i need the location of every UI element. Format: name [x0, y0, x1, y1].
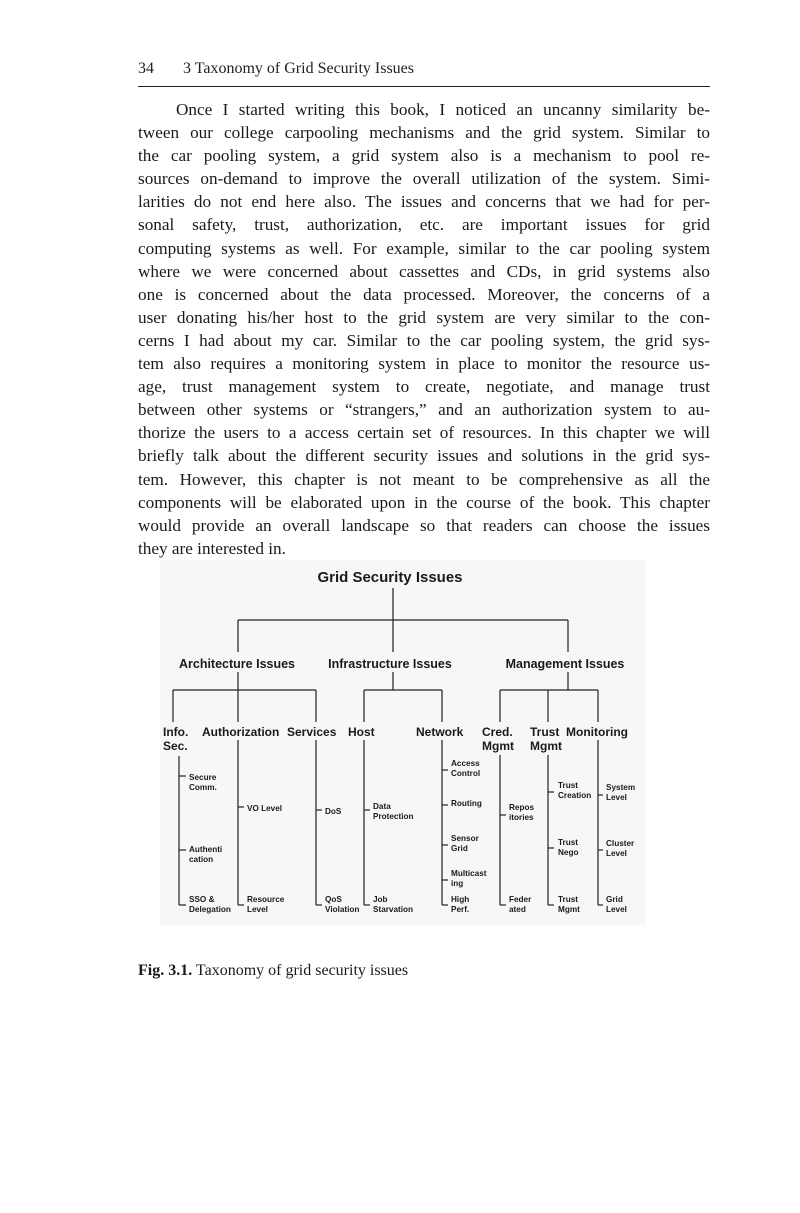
leaf-authentication: Authenti — [189, 845, 223, 854]
caption-label: Fig. 3.1. — [138, 962, 193, 979]
taxonomy-figure — [160, 560, 645, 925]
leaf-qos-violation: QoS — [325, 895, 342, 904]
paragraph-line: tween our college carpooling mechanisms and the grid system. Similar to — [138, 123, 710, 143]
running-header — [138, 58, 710, 87]
leaf-trust-nego-line2: Nego — [558, 848, 579, 857]
leaf-cluster-level-line2: Level — [606, 849, 627, 858]
node-trust-mgmt: Trust — [530, 725, 560, 739]
paragraph-line: computing systems as well. For example, similar to the car pooling system — [138, 238, 710, 258]
leaf-dos: DoS — [325, 807, 342, 816]
paragraph-line: Once I started writing this book, I noticed an uncanny similarity be- — [176, 100, 710, 119]
leaf-trust-mgmt-line2: Mgmt — [558, 905, 580, 914]
paragraph-line: they are interested in. — [138, 538, 286, 558]
paragraph-line: the car pooling system, a grid system also is a mechanism to pool re- — [138, 146, 710, 166]
leaf-sensor-grid: Sensor — [451, 834, 479, 843]
leaf-trust-creation-line2: Creation — [558, 791, 592, 800]
node-info-sec-line2: Sec. — [163, 739, 188, 753]
paragraph-line: larities do not end here also. The issues and concerns that we had for per- — [138, 192, 710, 212]
taxonomy-diagram — [160, 560, 645, 925]
leaf-secure-comm: Secure — [189, 773, 217, 782]
node-trust-mgmt-line2: Mgmt — [530, 739, 562, 753]
leaf-secure-comm-line2: Comm. — [189, 783, 217, 792]
leaf-multicasting-line2: ing — [451, 879, 464, 888]
paragraph-line: thorize the users to a access certain set of resources. In this chapter we will — [138, 423, 710, 443]
paragraph-line: components will be elaborated upon in the course of the book. This chapter — [138, 492, 710, 512]
leaf-repositories-line2: itories — [509, 813, 534, 822]
leaf-federated: Feder — [509, 895, 532, 904]
paragraph-line: user donating his/her host to the grid system are very similar to the con- — [138, 307, 710, 327]
paragraph-line: cerns I had about my car. Similar to the car pooling system, the grid sys- — [138, 330, 710, 350]
paragraph-line: would provide an overall landscape so that readers can choose the issues — [138, 515, 710, 535]
node-management-issues: Management Issues — [505, 657, 625, 671]
paragraph-line: sonal safety, trust, authorization, etc. are important issues for grid — [138, 215, 710, 235]
leaf-sso-delegation-line2: Delegation — [189, 905, 231, 914]
caption-text: Taxonomy of grid security issues — [192, 962, 409, 979]
leaf-authentication-line2: cation — [189, 855, 214, 864]
node-cred-mgmt: Cred. — [482, 725, 513, 739]
paragraph-line: one is concerned about the data processed. Moreover, the concerns of a — [138, 284, 710, 304]
chapter-title: 3 Taxonomy of Grid Security Issues — [183, 60, 414, 77]
leaf-grid-level: Grid — [606, 895, 623, 904]
leaf-system-level: System — [606, 783, 636, 792]
leaf-high-perf-line2: Perf. — [451, 905, 470, 914]
leaf-trust-nego: Trust — [558, 838, 579, 847]
diagram-root: Grid Security Issues — [317, 569, 463, 586]
leaf-data-protection: Data — [373, 802, 391, 811]
node-architecture-issues: Architecture Issues — [178, 657, 296, 671]
node-host: Host — [348, 725, 375, 739]
node-cred-mgmt-line2: Mgmt — [482, 739, 514, 753]
leaf-sensor-grid-line2: Grid — [451, 844, 468, 853]
leaf-federated-line2: ated — [509, 905, 526, 914]
leaf-access-control-line2: Control — [451, 769, 481, 778]
node-info-sec: Info. — [163, 725, 189, 739]
paragraph-line: sources on-demand to improve the overall utilization of the system. Simi- — [138, 169, 710, 189]
node-services: Services — [287, 725, 337, 739]
leaf-system-level-line2: Level — [606, 793, 627, 802]
leaf-cluster-level: Cluster — [606, 839, 635, 848]
leaf-data-protection-line2: Protection — [373, 812, 414, 821]
figure-caption — [138, 962, 408, 980]
paragraph-line: tem also requires a monitoring system in place to monitor the resource us- — [138, 354, 710, 374]
leaf-routing: Routing — [451, 799, 482, 808]
leaf-trust-creation: Trust — [558, 781, 579, 790]
node-infrastructure-issues: Infrastructure Issues — [328, 657, 452, 671]
node-network: Network — [416, 725, 464, 739]
leaf-job-starvation: Job — [373, 895, 388, 904]
leaf-high-perf: High — [451, 895, 470, 904]
leaf-trust-mgmt: Trust — [558, 895, 579, 904]
leaf-vo-level: VO Level — [247, 804, 283, 813]
paragraph-line: where we were concerned about cassettes and CDs, in grid systems also — [138, 261, 710, 281]
page-number: 34 — [138, 60, 154, 77]
body-paragraph — [138, 98, 710, 560]
leaf-grid-level-line2: Level — [606, 905, 627, 914]
leaf-access-control: Access — [451, 759, 480, 768]
paragraph-line: briefly talk about the different security issues and solutions in the grid sys- — [138, 446, 710, 466]
leaf-sso-delegation: SSO & — [189, 895, 215, 904]
node-monitoring: Monitoring — [566, 725, 628, 739]
leaf-qos-violation-line2: Violation — [325, 905, 360, 914]
leaf-resource-level-line2: Level — [247, 905, 268, 914]
paragraph-line: age, trust management system to create, negotiate, and manage trust — [138, 377, 710, 397]
leaf-multicasting: Multicast — [451, 869, 487, 878]
node-authorization: Authorization — [202, 725, 280, 739]
paragraph-line: tem. However, this chapter is not meant to be comprehensive as all the — [138, 469, 710, 489]
leaf-resource-level: Resource — [247, 895, 285, 904]
paragraph-line: between other systems or “strangers,” and an authorization system to au- — [138, 400, 710, 420]
leaf-job-starvation-line2: Starvation — [373, 905, 414, 914]
leaf-repositories: Repos — [509, 803, 535, 812]
